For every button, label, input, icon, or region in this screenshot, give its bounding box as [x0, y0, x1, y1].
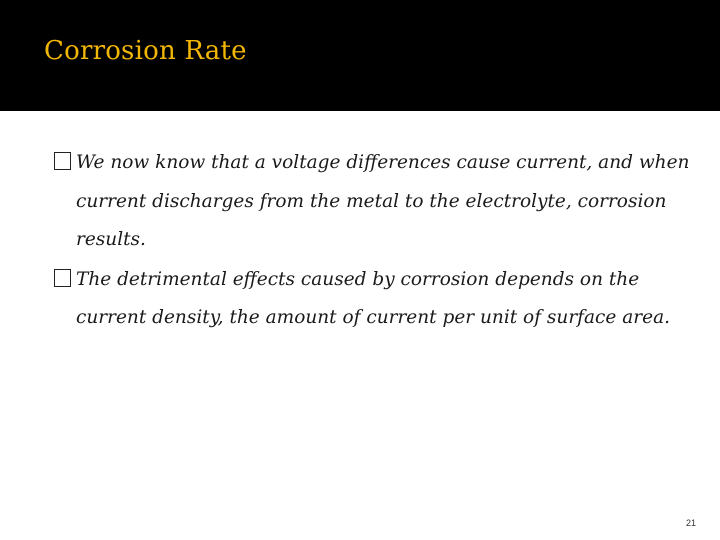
bullet-item	[52, 144, 692, 260]
slide-title: Corrosion Rate	[44, 36, 247, 66]
title-bar	[0, 0, 720, 111]
square-bullet-icon	[54, 269, 71, 287]
bullet-text: The detrimental effects caused by corrosion depends on the current density, the amount of current per unit of surface area.	[76, 268, 670, 328]
square-bullet-icon	[54, 152, 71, 170]
bullet-item	[52, 261, 692, 338]
page-number: 21	[685, 518, 696, 528]
bullet-text: We now know that a voltage differences cause current, and when current discharges from the metal to the electrolyte, corrosion results.	[76, 152, 690, 250]
slide-body	[52, 144, 692, 339]
